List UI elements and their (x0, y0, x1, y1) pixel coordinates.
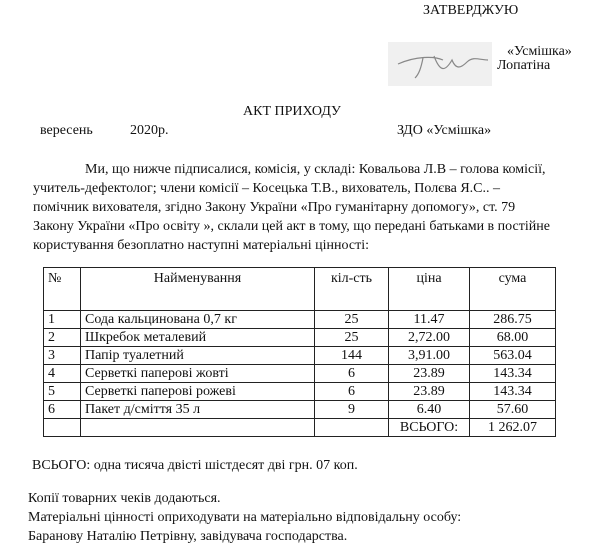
empty-cell (44, 419, 81, 437)
approval-org: «Усмішка» (507, 44, 572, 59)
item-name: Серветкі паперові жовті (81, 365, 315, 383)
table-row (44, 401, 556, 419)
sum: 57.60 (470, 401, 556, 419)
empty-cell (315, 419, 389, 437)
approval-title: ЗАТВЕРДЖУЮ (423, 3, 519, 18)
paragraph-line: помічник вихователя, згідно Закону України «Про гуманітарну допомогу», ст. 79 (33, 200, 516, 215)
paragraph-line: користування безоплатно наступні матеріальні цінності: (33, 238, 369, 253)
sum: 68.00 (470, 329, 556, 347)
footer-line: Баранову Наталію Петрівну, завідувача господарства. (28, 529, 348, 544)
item-name: Серветкі паперові рожеві (81, 383, 315, 401)
table-row (44, 347, 556, 365)
sum: 143.34 (470, 383, 556, 401)
item-name: Шкребок металевий (81, 329, 315, 347)
table-row (44, 329, 556, 347)
header-number: № (44, 268, 81, 311)
table-total-row (44, 419, 556, 437)
quantity: 6 (315, 365, 389, 383)
price: 3,91.00 (389, 347, 470, 365)
approval-name: Лопатіна (497, 58, 551, 73)
quantity: 25 (315, 311, 389, 329)
empty-cell (81, 419, 315, 437)
row-number: 6 (44, 401, 81, 419)
header-quantity: кіл-сть (315, 268, 389, 311)
total-in-words: ВСЬОГО: одна тисяча двісті шістдесят дві грн. 07 коп. (32, 458, 358, 473)
price: 6.40 (389, 401, 470, 419)
item-name: Сода кальцинована 0,7 кг (81, 311, 315, 329)
month: вересень (40, 123, 93, 138)
body-paragraph (33, 160, 593, 255)
row-number: 4 (44, 365, 81, 383)
year: 2020р. (130, 123, 169, 138)
row-number: 3 (44, 347, 81, 365)
row-number: 5 (44, 383, 81, 401)
total-label: ВСЬОГО: (389, 419, 470, 437)
paragraph-line: Ми, що нижче підписалися, комісія, у складі: Ковальова Л.В – голова комісії, (85, 162, 546, 177)
paragraph-line: учитель-дефектолог; члени комісії – Косецька Т.В., вихователь, Полєва Я.С.. – (33, 181, 501, 196)
table-header-row (44, 268, 556, 311)
price: 23.89 (389, 365, 470, 383)
sum: 563.04 (470, 347, 556, 365)
item-name: Папір туалетний (81, 347, 315, 365)
table-row (44, 365, 556, 383)
header-price: ціна (389, 268, 470, 311)
quantity: 9 (315, 401, 389, 419)
items-table (43, 267, 556, 437)
table-row (44, 383, 556, 401)
footer-line: Копії товарних чеків додаються. (28, 491, 221, 506)
row-number: 1 (44, 311, 81, 329)
quantity: 144 (315, 347, 389, 365)
price: 11.47 (389, 311, 470, 329)
quantity: 6 (315, 383, 389, 401)
signature-image (388, 42, 492, 86)
footer-line: Матеріальні цінності оприходувати на матеріально відповідальну особу: (28, 510, 462, 525)
header-sum: сума (470, 268, 556, 311)
header-name: Найменування (81, 268, 315, 311)
sum: 143.34 (470, 365, 556, 383)
sum: 286.75 (470, 311, 556, 329)
price: 2,72.00 (389, 329, 470, 347)
price: 23.89 (389, 383, 470, 401)
document-title: АКТ ПРИХОДУ (243, 104, 341, 119)
quantity: 25 (315, 329, 389, 347)
row-number: 2 (44, 329, 81, 347)
paragraph-line: Закону України «Про освіту », склали цей акт в тому, що передані батьками в постійне (33, 219, 550, 234)
total-value: 1 262.07 (470, 419, 556, 437)
institution: ЗДО «Усмішка» (397, 123, 492, 138)
table-row (44, 311, 556, 329)
item-name: Пакет д/сміття 35 л (81, 401, 315, 419)
